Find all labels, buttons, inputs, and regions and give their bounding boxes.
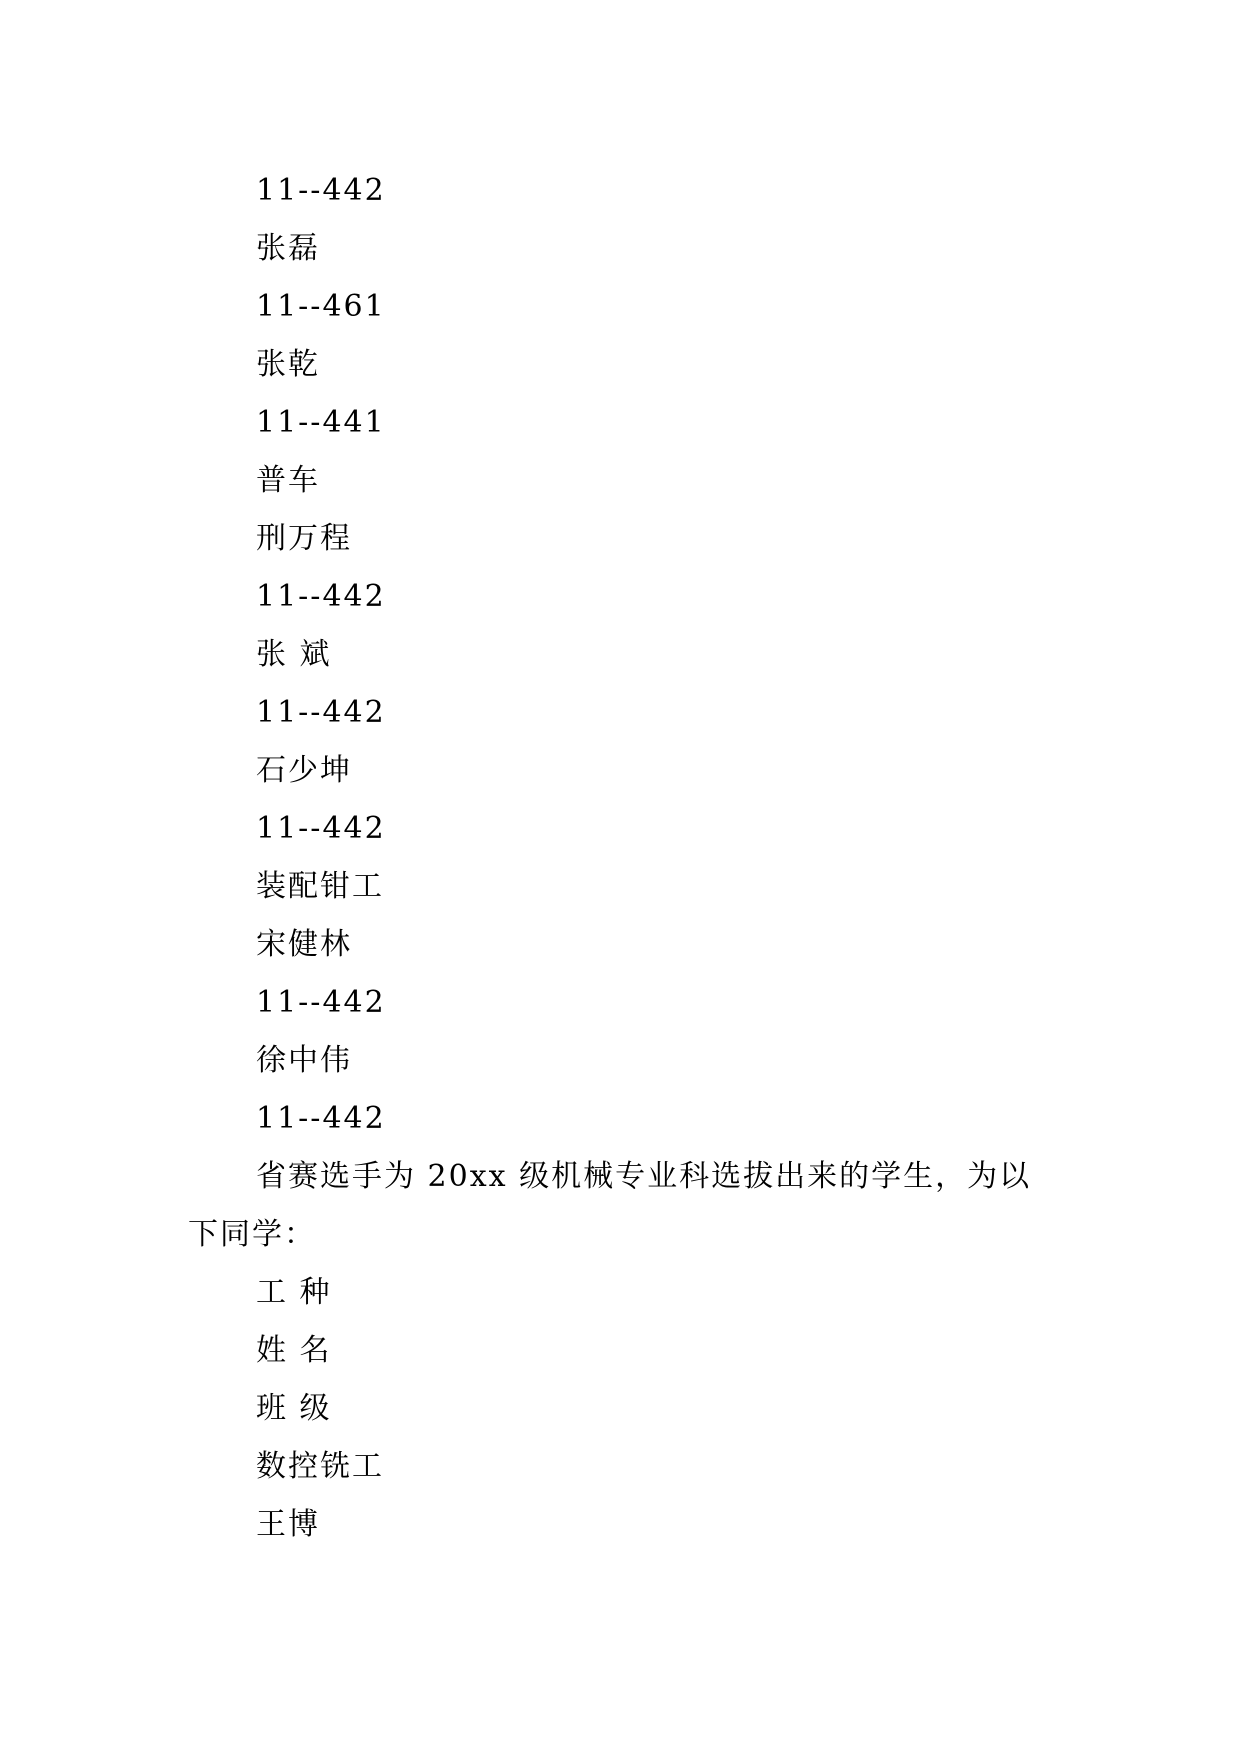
document-body <box>188 162 1058 1554</box>
class-code-line: 11--441 <box>256 405 386 440</box>
table-header-class: 班 级 <box>256 1391 332 1426</box>
intro-paragraph: 省赛选手为 20xx 级机械专业科选拔出来的学生，为以下同学： <box>188 1159 1032 1252</box>
table-header-trade: 工 种 <box>256 1275 332 1310</box>
student-name-line: 张磊 <box>256 231 320 266</box>
student-name-line: 张乾 <box>256 347 320 382</box>
class-code-line: 11--442 <box>256 985 386 1020</box>
student-name-line: 徐中伟 <box>256 1043 352 1078</box>
trade-line: 装配钳工 <box>256 869 384 904</box>
student-name-line: 王博 <box>256 1507 320 1542</box>
student-name-line: 宋健林 <box>256 927 352 962</box>
class-code-line: 11--461 <box>256 289 386 324</box>
table-header-name: 姓 名 <box>256 1333 332 1368</box>
trade-line: 普车 <box>256 463 320 498</box>
student-name-line: 张 斌 <box>256 637 332 672</box>
class-code-line: 11--442 <box>256 811 386 846</box>
student-name-line: 石少坤 <box>256 753 352 788</box>
class-code-line: 11--442 <box>256 1101 386 1136</box>
class-code-line: 11--442 <box>256 579 386 614</box>
trade-line: 数控铣工 <box>256 1449 384 1484</box>
class-code-line: 11--442 <box>256 173 386 208</box>
student-name-line: 刑万程 <box>256 521 352 556</box>
class-code-line: 11--442 <box>256 695 386 730</box>
